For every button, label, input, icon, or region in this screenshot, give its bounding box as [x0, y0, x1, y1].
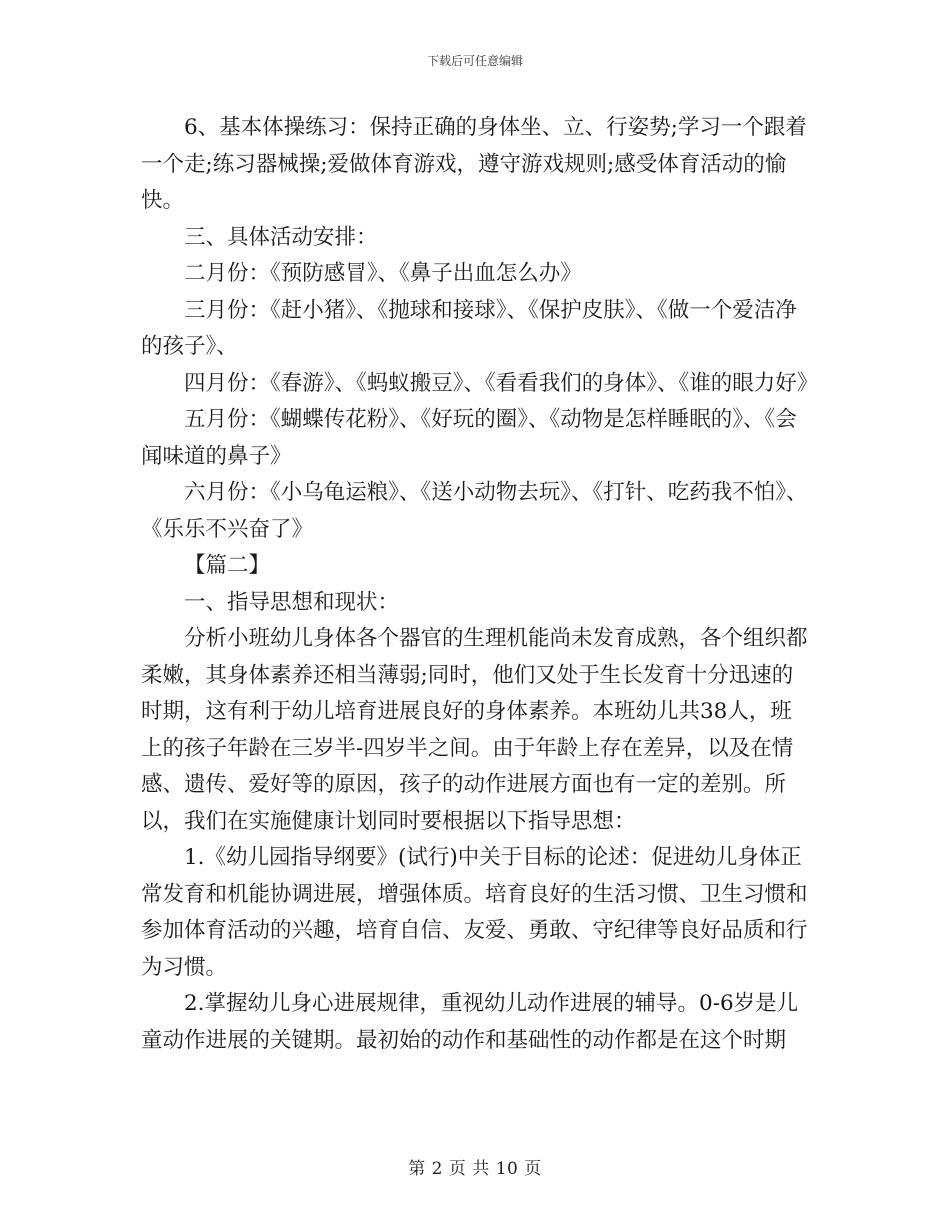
paragraph-june: 六月份：《小乌龟运粮》、《送小动物去玩》、《打针、吃药我不怕》、《乐乐不兴奋了》	[141, 480, 808, 542]
paragraph-march: 三月份：《赶小猪》、《抛球和接球》、《保护皮肤》、《做一个爱洁净的孩子》、	[141, 297, 797, 359]
paragraph-analysis: 分析小班幼儿身体各个器官的生理机能尚未发育成熟，各个组织都柔嫩，其身体素养还相当薄弱;同时，他们又处于生长发育十分迅速的时期，这有利于幼儿培育进展良好的身体素养。本班幼儿共38人，班上的孩子年龄在三岁半-四岁半之间。由于年龄上存在差异，以及在情感、遗传、爱好等的原因，孩子的动作进展方面也有一定的差别。所以，我们在实施健康计划同时要根据以下指导思想：	[141, 626, 808, 834]
paragraph-gymnastics: 6、基本体操练习：保持正确的身体坐、立、行姿势;学习一个跟着一个走;练习器械操;爱做体育游戏，遵守游戏规则;感受体育活动的愉快。	[141, 115, 807, 213]
paragraph-point-1: 1.《幼儿园指导纲要》(试行)中关于目标的论述：促进幼儿身体正常发育和机能协调进展，增强体质。培育良好的生活习惯、卫生习惯和参加体育活动的兴趣，培育自信、友爱、勇敢、守纪律等良好品质和行为习惯。	[141, 845, 808, 980]
section-heading-guidance: 一、指导思想和现状：	[184, 589, 400, 615]
section-title-part-two: 【篇二】	[184, 553, 271, 578]
page-number-footer: 第 2 页 共 10 页	[408, 1159, 542, 1179]
document-body	[141, 110, 819, 1059]
paragraph-point-2: 2.掌握幼儿身心进展规律，重视幼儿动作进展的辅导。0-6岁是儿童动作进展的关键期。最初始的动作和基础性的动作都是在这个时期	[141, 991, 799, 1053]
page-header: 下载后可任意编辑	[426, 54, 523, 68]
paragraph-april: 四月份：《春游》、《蚂蚁搬豆》、《看看我们的身体》、《谁的眼力好》	[184, 370, 819, 396]
section-heading-activities: 三、具体活动安排：	[184, 224, 378, 250]
paragraph-february: 二月份：《预防感冒》、《鼻子出血怎么办》	[184, 261, 582, 286]
paragraph-may: 五月份：《蝴蝶传花粉》、《好玩的圈》、《动物是怎样睡眠的》、《会闻味道的鼻子》	[141, 407, 797, 469]
